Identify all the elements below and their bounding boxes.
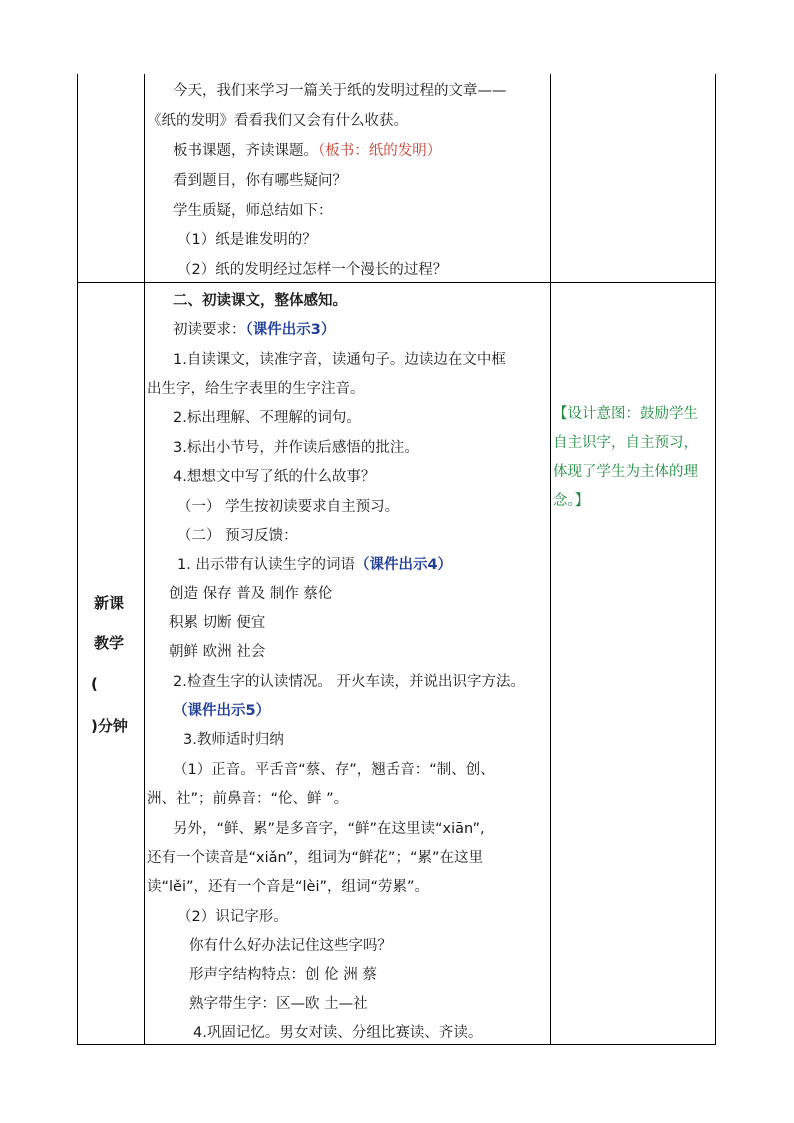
row1-line-2: 《纸的发明》看看我们又会有什么收获。 <box>147 113 408 129</box>
design-intent-note <box>553 400 715 516</box>
polyphone-1: 另外，“鲜、累”是多音字，“鲜”在这里读“xiān”, <box>173 821 485 837</box>
phonetic-structure: 形声字结构特点：创 伦 洲 蔡 <box>189 967 377 983</box>
req-label: 初读要求： <box>173 322 246 338</box>
row1-line-1: 今天，我们来学习一篇关于纸的发明过程的文章—— <box>173 83 507 99</box>
word-row-1: 创造 保存 普及 制作 蔡伦 <box>169 586 333 602</box>
column-divider-2 <box>550 74 551 1045</box>
reading-requirements <box>173 320 335 340</box>
section-heading: 二、初读课文，整体感知。 <box>173 293 347 309</box>
pronunciation-2: 洲、社”；前鼻音：“伦、鲜 ”。 <box>147 791 349 807</box>
polyphone-2: 还有一个读音是“xiǎn”，组词为“鲜花”；“累”在这里 <box>147 850 483 866</box>
table-border-left <box>77 74 78 1045</box>
board-note: （板书：纸的发明） <box>318 143 442 159</box>
step-1: （一） 学生按初读要求自主预习。 <box>177 499 400 515</box>
label-jiaoxue: 教学 <box>94 634 125 652</box>
courseware-5: （课件出示5） <box>173 703 271 719</box>
check-reading: 2.检查生字的认读情况。 开火车读，并说出识字方法。 <box>173 674 525 690</box>
familiar-characters: 熟字带生字：区—欧 土—社 <box>189 996 368 1012</box>
consolidate-memory: 4.巩固记忆。男女对读、分组比赛读、齐读。 <box>193 1025 483 1041</box>
column-divider-1 <box>144 74 145 1045</box>
req-item-4: 4.想想文中写了纸的什么故事？ <box>173 469 376 485</box>
table-border-right <box>715 74 716 1045</box>
pronunciation-1: （1）正音。平舌音“蔡、存”，翘舌音：“制、创、 <box>173 762 495 778</box>
word-row-3: 朝鲜 欧洲 社会 <box>169 644 266 660</box>
label-xinke: 新课 <box>94 594 125 612</box>
word-row-2: 积累 切断 便宜 <box>169 615 266 631</box>
word-list-label: 1. 出示带有认读生字的词语 <box>177 557 355 573</box>
memory-question: 你有什么好办法记住这些字吗？ <box>189 938 392 954</box>
courseware-3: （课件出示3） <box>245 322 336 338</box>
design-line-3: 体现了学生为主体的理 <box>553 464 698 480</box>
req-item-3: 3.标出小节号，并作读后感悟的批注。 <box>173 440 419 456</box>
req-item-2: 2.标出理解、不理解的词句。 <box>173 410 361 426</box>
label-paren-open: ( <box>91 675 98 693</box>
row1-line-4: 看到题目，你有哪些疑问？ <box>173 173 347 189</box>
board-title-text: 板书课题，齐读课题。 <box>173 143 318 159</box>
row-divider <box>77 282 716 283</box>
row1-line-5: 学生质疑，师总结如下： <box>173 203 333 219</box>
step-2: （二） 预习反馈： <box>177 528 298 544</box>
design-line-1: 【设计意图：鼓励学生 <box>553 406 698 422</box>
table-border-bottom <box>77 1044 716 1045</box>
design-line-2: 自主识字，自主预习， <box>553 435 698 451</box>
req-item-1b: 出生字，给生字表里的生字注音。 <box>147 381 365 397</box>
polyphone-3: 读“lěi”，还有一个音是“lèi”，组词“劳累”。 <box>147 879 430 895</box>
courseware-4: （课件出示4） <box>354 557 453 573</box>
req-item-1a: 1.自读课文，读准字音，读通句子。边读边在文中框 <box>173 352 506 368</box>
character-shape: （2）识记字形。 <box>177 909 288 925</box>
label-minutes: )分钟 <box>91 717 128 735</box>
lesson-table <box>77 74 716 1045</box>
question-2: （2）纸的发明经过怎样一个漫长的过程？ <box>177 262 448 278</box>
row1-line-3 <box>173 141 441 161</box>
question-1: （1）纸是谁发明的？ <box>177 232 317 248</box>
teacher-summary: 3.教师适时归纳 <box>183 732 284 748</box>
design-line-4: 念。】 <box>553 493 590 509</box>
word-list-heading <box>177 555 452 575</box>
